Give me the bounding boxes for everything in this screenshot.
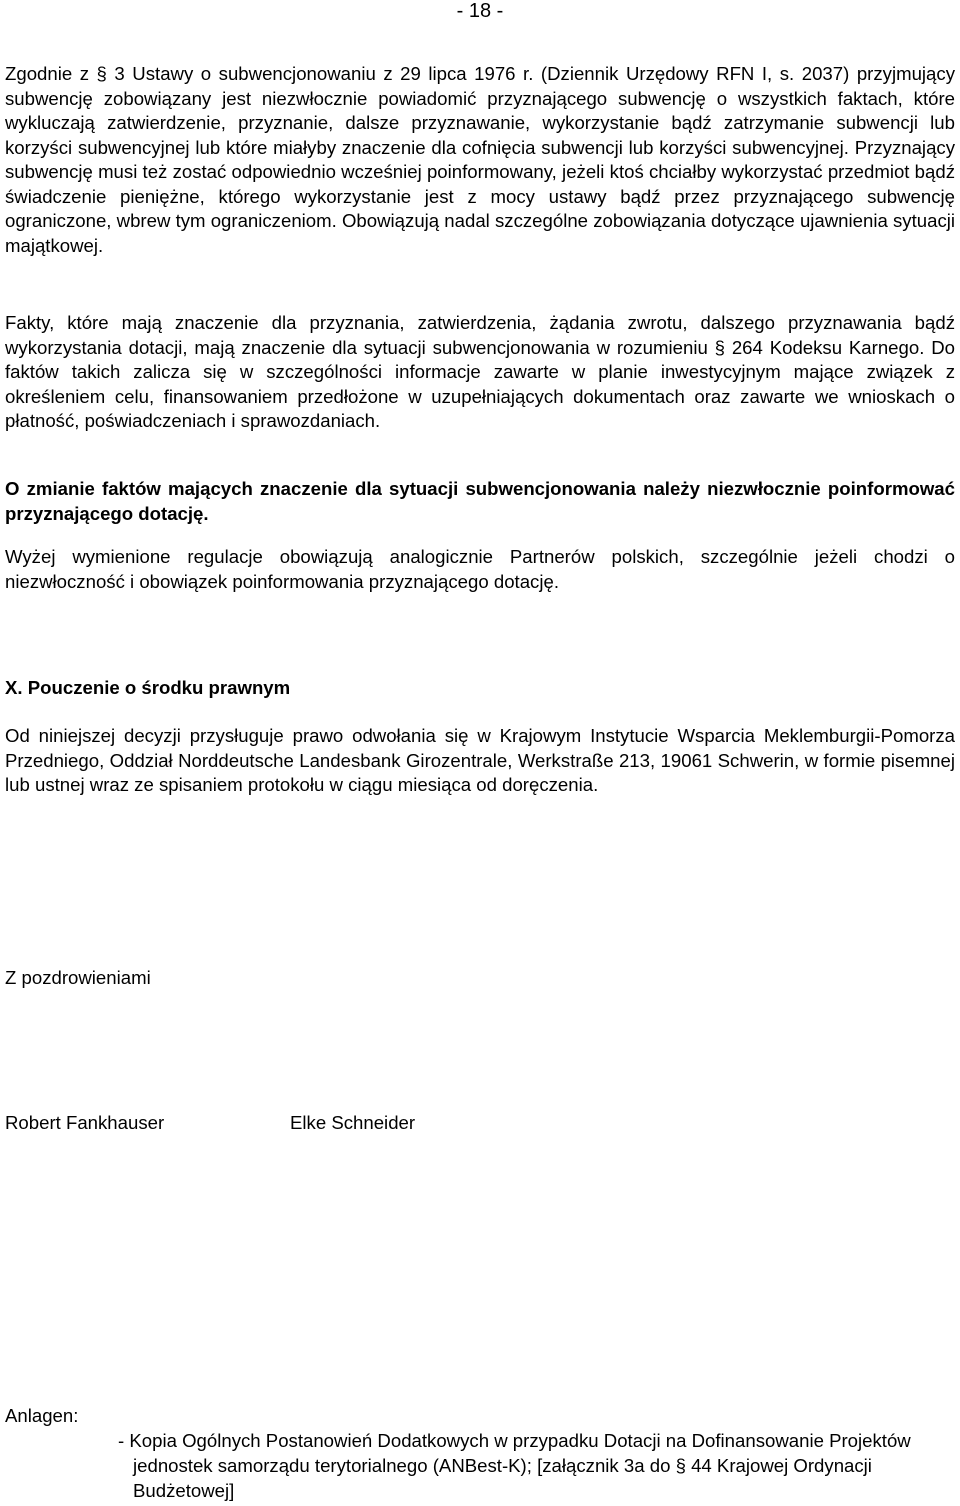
attachment-item: - Kopia Ogólnych Postanowień Dodatkowych w przypadku Dotacji na Dofinansowanie Projektów jednostek samorządu terytorialnego (ANBest-K); [załącznik 3a do § 44 Krajowej Ordynacji Budżetowej] (118, 1430, 911, 1501)
signatory-first: Robert Fankhauser (5, 1112, 165, 1133)
attachments-list (118, 1428, 938, 1503)
attachments-label: Anlagen: (5, 1405, 79, 1426)
paragraph-change-notice: O zmianie faktów mających znaczenie dla sytuacji subwencjonowania należy niezwłocznie poinformować przyznającego dotację. (5, 478, 955, 524)
section-heading-legal-remedy: X. Pouczenie o środku prawnym (5, 677, 291, 698)
signatory-second: Elke Schneider (290, 1112, 416, 1133)
paragraph-polish-partners: Wyżej wymienione regulacje obowiązują analogicznie Partnerów polskich, szczególnie jeżeli chodzi o niezwłoczność i obowiązek poinformowania przyznającego dotację. (5, 546, 955, 592)
closing-greeting: Z pozdrowieniami (5, 967, 151, 988)
paragraph-relevant-facts: Fakty, które mają znaczenie dla przyznania, zatwierdzenia, żądania zwrotu, dalszego przyznawania bądź wykorzystania dotacji, mają znaczenie dla sytuacji subwencjonowania w rozumieniu § 264 Kodeksu Karnego. Do faktów takich zalicza się w szczególności informacje zawarte w planie inwestycyjnym mające związek z określeniem celu, finansowaniem przedłożone w uzupełniających dokumentach oraz zawarte we wnioskach o płatność, poświadczeniach i sprawozdaniach. (5, 312, 955, 431)
page-number: - 18 - (456, 0, 504, 22)
paragraph-reporting-obligation: Zgodnie z § 3 Ustawy o subwencjonowaniu z 29 lipca 1976 r. (Dziennik Urzędowy RFN I, s. 2037) przyjmujący subwencję zobowiązany jest niezwłocznie powiadomić przyznającego subwencję o wszystkich faktach, które wykluczają zatwierdzenie, przyznanie, dalsze przyznawanie, wykorzystanie bądź zatrzymanie subwencji lub korzyści subwencyjnej lub które miałyby znaczenie dla cofnięcia subwencji lub korzyści subwencyjnej. Przyznający subwencję musi też zostać odpowiednio wcześniej poinformowany, jeżeli ktoś chciałby wykorzystać przedmiot bądź świadczenie pieniężne, którego wykorzystanie jest z mocy ustawy bądź przez przyznającego subwencję ograniczone, wbrew tym ograniczeniom. Obowiązują nadal szczególne zobowiązania dotyczące ujawnienia sytuacji majątkowej. (5, 63, 955, 256)
paragraph-legal-remedy: Od niniejszej decyzji przysługuje prawo odwołania się w Krajowym Instytucie Wsparcia Meklemburgii-Pomorza Przedniego, Oddział Norddeutsche Landesbank Girozentrale, Werkstraße 213, 19061 Schwerin, w formie pisemnej lub ustnej wraz ze spisaniem protokołu w ciągu miesiąca od doręczenia. (5, 725, 955, 795)
